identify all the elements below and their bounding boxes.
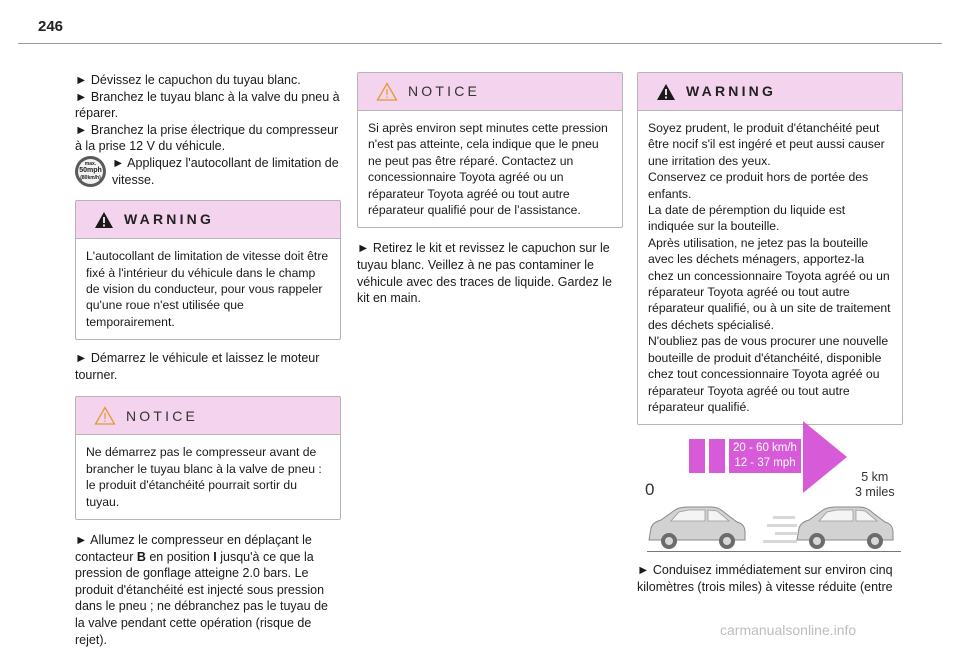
notice-label: NOTICE xyxy=(126,407,199,424)
notice-label: NOTICE xyxy=(408,83,481,100)
car-start-icon xyxy=(649,507,745,549)
cars-illustration xyxy=(645,502,901,552)
step-start-engine: ► Démarrez le véhicule et laissez le moteur tourner. xyxy=(75,351,320,382)
warning-box-sealant xyxy=(637,72,903,425)
notice-text: Ne démarrez pas le compresseur avant de brancher le tuyau blanc à la valve de pneu : le produit d'étanchéité pourrait sortir du tuyau. xyxy=(86,445,322,509)
warning-paragraph: La date de péremption du liquide est indiquée sur la bouteille. xyxy=(648,203,846,234)
notice-header xyxy=(76,397,340,435)
warning-paragraph: Après utilisation, ne jetez pas la bouteille avec les déchets ménagers, apportez-la chez un concessionnaire Toyota agréé ou un réparateur Toyota agréé ou tout autre réparateur qualifié, ou à un site de traitement des déchets spécialisé. xyxy=(648,235,891,332)
notice-triangle-icon xyxy=(376,82,398,101)
position-i: I xyxy=(213,549,217,564)
warning-label: WARNING xyxy=(124,211,215,228)
warning-text: L'autocollant de limitation de vitesse doit être fixé à l'intérieur du véhicule dans le champ de vision du conducteur, pour vous rappeler qu'une roue n'est utilisée que temporairement. xyxy=(86,249,329,329)
notice-triangle-icon xyxy=(94,406,116,425)
warning-triangle-icon xyxy=(656,83,676,101)
notice-header xyxy=(358,73,622,111)
step-switch-compressor: ► Allumez le compresseur en déplaçant le contacteur B en position I jusqu'à ce que la pression de gonflage atteigne 2.0 bars. Le produit d'étanchéité est injecté sous pression dans le pneu ; ne débranchez pas le tuyau de la valve pendant cette opération (risque de rejet). xyxy=(75,533,328,647)
notice-box-compressor xyxy=(75,396,341,520)
sticker-mph: 50mph xyxy=(79,167,102,175)
speed-bar-segment xyxy=(689,439,705,473)
notice-text: Si après environ sept minutes cette pression n'est pas atteinte, cela indique que le pneu ne peut pas être réparé. Contactez un concessionnaire Toyota agréé ou un réparateur Toyota agréé ou tout autre réparateur qualifié pour de l’assistance. xyxy=(368,121,608,218)
distance-km: 5 km xyxy=(861,470,889,484)
sticker-max: max. xyxy=(84,161,97,168)
step-remove-kit: ► Retirez le kit et revissez le capuchon sur le tuyau blanc. Veillez à ne pas contaminer le véhicule avec des traces de liquide. Gardez le kit en main. xyxy=(357,241,613,306)
sticker-kmh: (80km/h) xyxy=(80,175,101,182)
column-3 xyxy=(637,72,903,425)
warning-box-sticker xyxy=(75,200,341,340)
speed-kmh: 20 - 60 km/h xyxy=(733,442,797,454)
watermark: carmanualsonline.info xyxy=(720,622,857,638)
column-2 xyxy=(357,72,623,307)
warning-triangle-icon xyxy=(94,211,114,229)
speed-bar-segment xyxy=(709,439,725,473)
warning-paragraph: N'oubliez pas de vous procurer une nouvelle bouteille de produit d'étanchéité, disponible chez tout concessionnaire Toyota agréé ou réparateur Toyota agréé ou tout autre réparateur qualifié. xyxy=(648,334,889,414)
road-line xyxy=(647,551,901,552)
step-connect-hose: ► Branchez le tuyau blanc à la valve du pneu à réparer. xyxy=(75,89,340,121)
notice-box-pressure xyxy=(357,72,623,228)
step-drive-reduced-speed: ► Conduisez immédiatement sur environ cinq kilomètres (trois miles) à vitesse réduite (entre xyxy=(637,563,893,594)
speed-mph: 12 - 37 mph xyxy=(734,457,796,469)
motion-lines xyxy=(763,516,797,543)
speed-limit-sticker-icon xyxy=(75,156,106,187)
warning-paragraph: Conservez ce produit hors de portée des enfants. xyxy=(648,170,869,201)
warning-header xyxy=(638,73,902,111)
distance-miles: 3 miles xyxy=(855,485,895,499)
warning-header xyxy=(76,201,340,239)
page-number: 246 xyxy=(38,18,64,35)
warning-paragraph: Soyez prudent, le produit d'étanchéité peut être nocif s'il est ingéré et peut aussi causer une irritation des yeux. xyxy=(648,121,885,168)
warning-text xyxy=(638,111,902,424)
start-distance: 0 xyxy=(645,480,655,499)
header-divider xyxy=(18,43,942,44)
step-plug-compressor: ► Branchez la prise électrique du compresseur à la prise 12 V du véhicule. xyxy=(75,122,339,154)
car-moving-icon xyxy=(797,507,893,549)
step-apply-sticker: ► Appliquez l'autocollant de limitation de vitesse. xyxy=(112,155,339,187)
speed-range-label xyxy=(729,439,801,473)
distance-label xyxy=(855,470,895,500)
speed-distance-diagram xyxy=(637,420,903,555)
switch-b: B xyxy=(136,549,146,564)
column-1 xyxy=(75,72,341,648)
warning-label: WARNING xyxy=(686,83,777,100)
step-unscrew-cap: ► Dévissez le capuchon du tuyau blanc. xyxy=(75,73,301,87)
sticker-step xyxy=(75,155,341,188)
arrow-right-icon xyxy=(803,421,847,493)
